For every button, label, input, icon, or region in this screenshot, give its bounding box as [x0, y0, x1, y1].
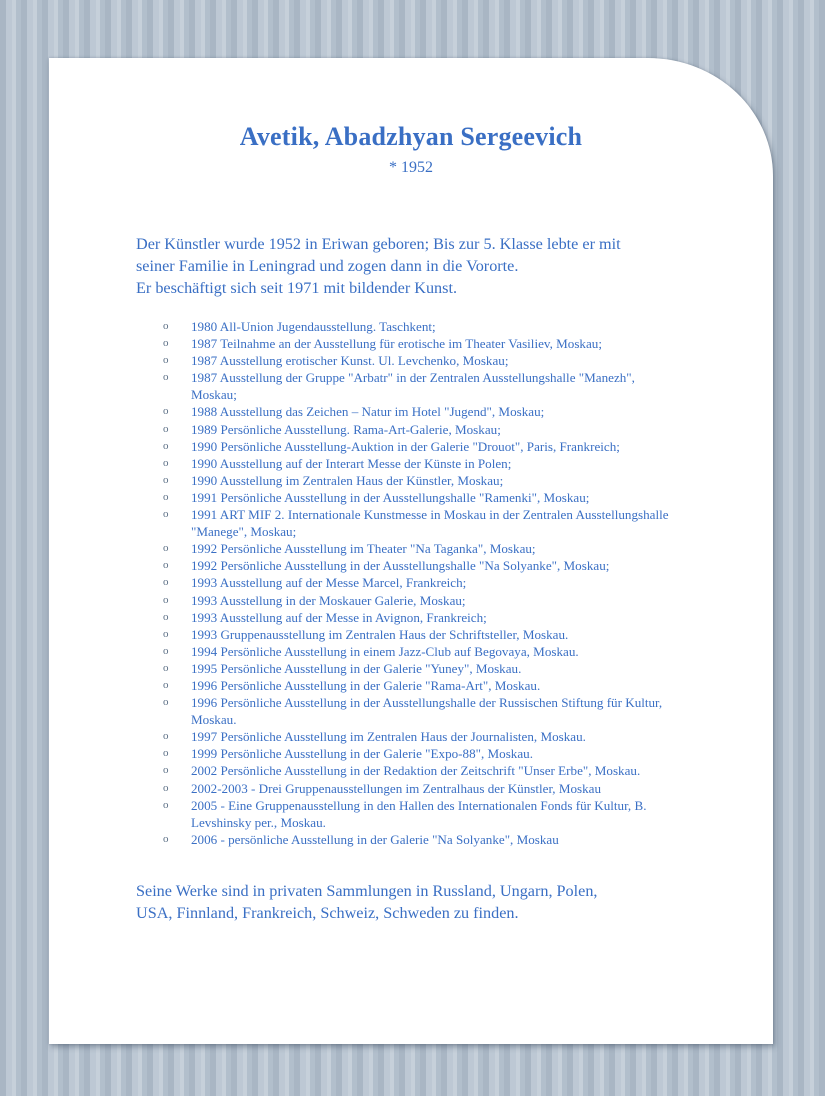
exhibition-text: 1993 Ausstellung auf der Messe Marcel, Frankreich; — [191, 575, 467, 591]
exhibition-item — [161, 369, 681, 403]
circle-bullet-icon: o — [163, 490, 169, 503]
circle-bullet-icon: o — [163, 781, 169, 794]
circle-bullet-icon: o — [163, 661, 169, 674]
exhibition-item — [161, 592, 681, 609]
exhibition-text: 1996 Persönliche Ausstellung in der Galerie "Rama-Art", Moskau. — [191, 677, 541, 693]
circle-bullet-icon: o — [163, 747, 169, 760]
exhibition-text: 1993 Ausstellung auf der Messe in Avignon, Frankreich; — [191, 609, 487, 625]
exhibition-item — [161, 780, 681, 797]
exhibition-text: 1989 Persönliche Ausstellung. Rama-Art-Galerie, Moskau; — [191, 421, 501, 437]
exhibition-text: 1987 Ausstellung erotischer Kunst. Ul. Levchenko, Moskau; — [191, 353, 509, 369]
intro-line: Der Künstler wurde 1952 in Eriwan geboren; Bis zur 5. Klasse lebte er mit — [136, 235, 621, 253]
exhibition-item — [161, 455, 681, 472]
exhibition-item — [161, 694, 681, 728]
circle-bullet-icon: o — [163, 610, 169, 623]
circle-bullet-icon: o — [163, 696, 169, 709]
circle-bullet-icon: o — [163, 576, 169, 589]
exhibition-item — [161, 745, 681, 762]
exhibition-text: 1988 Ausstellung das Zeichen – Natur im Hotel "Jugend", Moskau; — [191, 404, 545, 420]
exhibition-item — [161, 506, 681, 540]
circle-bullet-icon: o — [163, 473, 169, 486]
exhibition-item — [161, 797, 681, 831]
exhibition-text: 1991 ART MIF 2. Internationale Kunstmesse in Moskau in der Zentralen Ausstellungshalle "Manege", Moskau; — [191, 507, 669, 540]
exhibition-text: 1995 Persönliche Ausstellung in der Galerie "Yuney", Moskau. — [191, 660, 522, 676]
circle-bullet-icon: o — [163, 456, 169, 469]
exhibition-item — [161, 318, 681, 335]
exhibition-item — [161, 472, 681, 489]
circle-bullet-icon: o — [163, 678, 169, 691]
outro-line: Seine Werke sind in privaten Sammlungen in Russland, Ungarn, Polen, — [136, 882, 598, 900]
exhibition-text: 2002 Persönliche Ausstellung in der Redaktion der Zeitschrift "Unser Erbe", Moskau. — [191, 763, 641, 779]
exhibition-item — [161, 403, 681, 420]
exhibition-text: 1990 Persönliche Ausstellung-Auktion in der Galerie "Drouot", Paris, Frankreich; — [191, 438, 620, 454]
exhibition-text: 1993 Gruppenausstellung im Zentralen Haus der Schriftsteller, Moskau. — [191, 626, 569, 642]
exhibition-text: 1987 Ausstellung der Gruppe "Arbatr" in der Zentralen Ausstellungshalle "Manezh", Moskau; — [191, 370, 635, 403]
intro-paragraph — [136, 233, 716, 299]
exhibition-item — [161, 660, 681, 677]
exhibition-text: 1999 Persönliche Ausstellung in der Galerie "Expo-88", Moskau. — [191, 746, 533, 762]
exhibition-list — [161, 318, 681, 848]
exhibition-text: 1991 Persönliche Ausstellung in der Ausstellungshalle "Ramenki", Moskau; — [191, 489, 590, 505]
exhibition-text: 1997 Persönliche Ausstellung im Zentralen Haus der Journalisten, Moskau. — [191, 729, 586, 745]
exhibition-item — [161, 335, 681, 352]
document-page — [49, 58, 773, 1044]
exhibition-item — [161, 540, 681, 557]
circle-bullet-icon: o — [163, 559, 169, 572]
exhibition-item — [161, 352, 681, 369]
exhibition-text: 2002-2003 - Drei Gruppenausstellungen im Zentralhaus der Künstler, Moskau — [191, 780, 602, 796]
circle-bullet-icon: o — [163, 593, 169, 606]
circle-bullet-icon: o — [163, 405, 169, 418]
outro-line: USA, Finnland, Frankreich, Schweiz, Schweden zu finden. — [136, 904, 519, 922]
exhibition-text: 1996 Persönliche Ausstellung in der Ausstellungshalle der Russischen Stiftung für Kultur, Moskau. — [191, 695, 663, 728]
exhibition-text: 1992 Persönliche Ausstellung im Theater "Na Taganka", Moskau; — [191, 541, 536, 557]
intro-line: Er beschäftigt sich seit 1971 mit bildender Kunst. — [136, 279, 457, 297]
circle-bullet-icon: o — [163, 832, 169, 845]
exhibition-item — [161, 557, 681, 574]
circle-bullet-icon: o — [163, 422, 169, 435]
exhibition-text: 2005 - Eine Gruppenausstellung in den Hallen des Internationalen Fonds für Kultur, B. Levshinsky per., Moskau. — [191, 797, 647, 830]
circle-bullet-icon: o — [163, 798, 169, 811]
circle-bullet-icon: o — [163, 439, 169, 452]
circle-bullet-icon: o — [163, 627, 169, 640]
circle-bullet-icon: o — [163, 371, 169, 384]
page-title: Avetik, Abadzhyan Sergeevich — [239, 122, 583, 151]
circle-bullet-icon: o — [163, 730, 169, 743]
exhibition-text: 1990 Ausstellung im Zentralen Haus der Künstler, Moskau; — [191, 472, 504, 488]
exhibition-text: 1993 Ausstellung in der Moskauer Galerie, Moskau; — [191, 592, 466, 608]
circle-bullet-icon: o — [163, 508, 169, 521]
intro-line: seiner Familie in Leningrad und zogen dann in die Vororte. — [136, 257, 519, 275]
exhibition-item — [161, 626, 681, 643]
circle-bullet-icon: o — [163, 337, 169, 350]
exhibition-item — [161, 643, 681, 660]
exhibition-item — [161, 438, 681, 455]
exhibition-text: 1994 Persönliche Ausstellung in einem Jazz-Club auf Begovaya, Moskau. — [191, 643, 579, 659]
circle-bullet-icon: o — [163, 354, 169, 367]
exhibition-text: 1992 Persönliche Ausstellung in der Ausstellungshalle "Na Solyanke", Moskau; — [191, 558, 610, 574]
exhibition-item — [161, 677, 681, 694]
exhibition-item — [161, 489, 681, 506]
exhibition-text: 1990 Ausstellung auf der Interart Messe der Künste in Polen; — [191, 455, 512, 471]
exhibition-item — [161, 574, 681, 591]
circle-bullet-icon: o — [163, 644, 169, 657]
exhibition-text: 1987 Teilnahme an der Ausstellung für erotische im Theater Vasiliev, Moskau; — [191, 336, 602, 352]
exhibition-text: 2006 - persönliche Ausstellung in der Galerie "Na Solyanke", Moskau — [191, 831, 559, 847]
exhibition-item — [161, 609, 681, 626]
birth-year: * 1952 — [389, 159, 433, 176]
exhibition-item — [161, 762, 681, 779]
circle-bullet-icon: o — [163, 764, 169, 777]
exhibition-item — [161, 421, 681, 438]
exhibition-item — [161, 831, 681, 848]
exhibition-item — [161, 728, 681, 745]
collections-paragraph — [136, 880, 716, 924]
circle-bullet-icon: o — [163, 542, 169, 555]
exhibition-text: 1980 All-Union Jugendausstellung. Taschkent; — [191, 319, 436, 334]
circle-bullet-icon: o — [163, 320, 169, 332]
